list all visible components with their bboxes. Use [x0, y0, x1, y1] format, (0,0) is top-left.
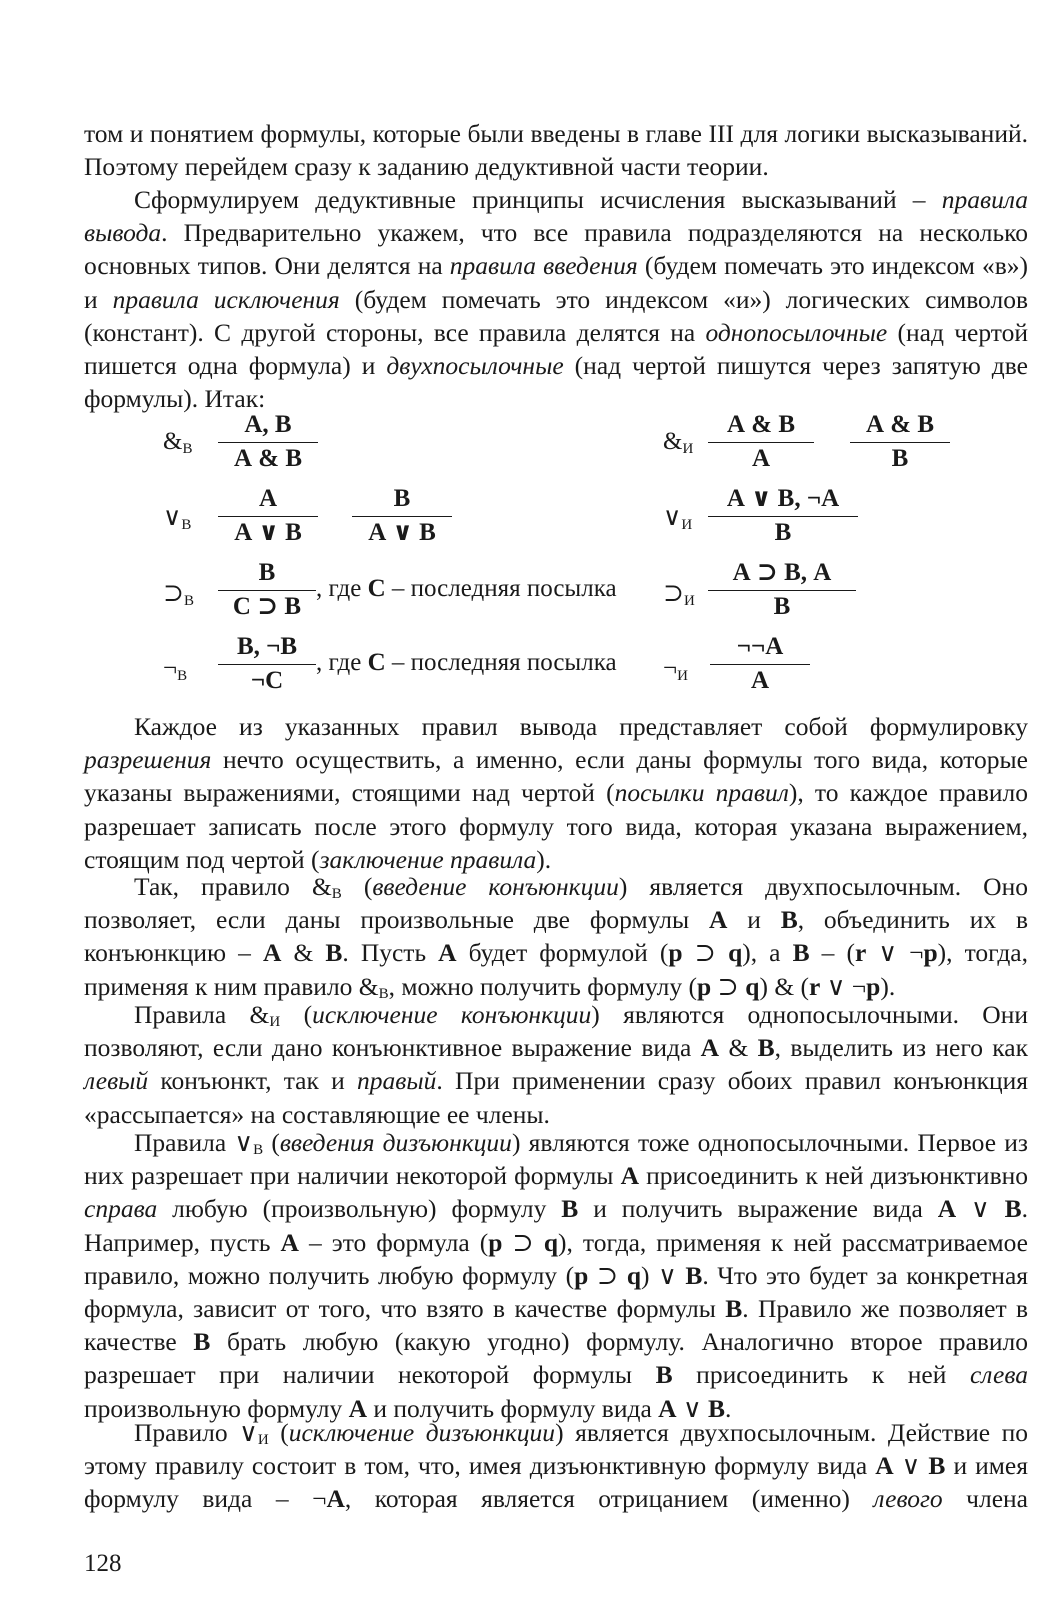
paragraph-5: Правила $\&_И$ (исключение конъюнкции) являются однопосылочными. Они позволяют, если дано конъюнктивное выражение вида А & В, выделить из него как левый конъюнкт, так и правый. При применении сразу обоих правил конъюнкция «рассыпается» на составляющие ее члены. — [84, 1000, 1029, 1129]
rule-note-neg-intro: , где С – последняя посылка — [316, 649, 617, 676]
rule-label-and-intro: $\&_В$ — [163, 428, 193, 457]
premise: А ∨ В, ¬А — [726, 485, 840, 512]
paragraph-7: Правило $\vee_И$ (исключение дизъюнкции) является двухпосылочным. Действие по этому правилу состоит в том, что, имея дизъюнктивную формулу вида А ∨ В и имея формулу вида – ¬А, которая является отрицанием (именно) левого члена — [84, 1418, 1029, 1514]
page-number: 128 — [84, 1550, 122, 1577]
paragraph-3: Каждое из указанных правил вывода представляет собой формулировку разрешения нечто осуществить, а именно, если даны формулы того вида, которые указаны выражениями, стоящими над чертой (посылки правил), то каждое правило разрешает записать после этого формулу того вида, которая указана выражением, стоящим под чертой (заключение правила). — [84, 712, 1028, 874]
rule-impl-elim — [708, 558, 856, 622]
rule-label-impl-intro: $⊃_В$ — [163, 580, 194, 609]
premise: ¬¬А — [736, 633, 784, 660]
conclusion: С ⊃ В — [218, 590, 316, 622]
premise: В — [393, 485, 411, 512]
rule-neg-intro — [218, 632, 316, 696]
rule-impl-intro — [218, 558, 316, 622]
conclusion: А — [710, 664, 810, 696]
premise: В — [258, 559, 276, 586]
conclusion: В — [708, 590, 856, 622]
paragraph-6: Правила $\vee_В$ (введения дизъюнкции) являются тоже однопосылочными. Первое из них разрешает при наличии некоторой формулы А присоединить к ней дизъюнктивно справа любую (произвольную) формулу В и получить выражение вида А ∨ В. Например, пусть А – это формула (р ⊃ q), тогда, применяя к ней рассматриваемое правило, можно получить любую формулу (р ⊃ q) ∨ В. Что это будет за конкретная формула, зависит от того, что взято в качестве формулы В. Правило же позволяет в качестве В брать любую (какую угодно) формулу. Аналогично второе правило разрешает при наличии некоторой формулы В присоединить к ней слева произвольную формулу А и получить формулу вида А ∨ В. — [84, 1128, 1029, 1423]
rule-label-neg-intro: $\neg_В$ — [163, 655, 188, 684]
rule-label-or-intro: $\vee_В$ — [163, 504, 192, 533]
conclusion: А & В — [218, 442, 318, 474]
paragraph-2: Сформулируем дедуктивные принципы исчисления высказываний – правила вывода. Предварительно укажем, что все правила подразделяются на несколько основных типов. Они делятся на правила введения (будем помечать это индексом «в») и правила исключения (будем помечать это индексом «и») логических символов (констант). С другой стороны, все правила делятся на однопосылочные (над чертой пишется одна формула) и двухпосылочные (над чертой пишутся через запятую две формулы). Итак: — [84, 185, 1028, 414]
premise: А, В — [244, 411, 292, 438]
premise: А & В — [726, 411, 796, 438]
rule-or-intro-left — [352, 484, 452, 548]
conclusion: В — [708, 516, 858, 548]
conclusion: А ∨ В — [218, 516, 318, 548]
rule-and-elim-right — [850, 410, 950, 474]
conclusion: ¬С — [218, 664, 316, 696]
conclusion: В — [850, 442, 950, 474]
conclusion: А — [708, 442, 814, 474]
premise: В, ¬В — [236, 633, 298, 660]
rule-note-impl-intro: , где С – последняя посылка — [316, 575, 617, 602]
rule-label-neg-elim: $\neg_И$ — [663, 655, 688, 684]
premise: А ⊃ В, А — [732, 559, 832, 586]
premise: А — [258, 485, 278, 512]
rule-and-elim-left — [708, 410, 814, 474]
rule-label-impl-elim: $⊃_И$ — [663, 580, 695, 609]
premise: А & В — [865, 411, 935, 438]
rule-or-elim — [708, 484, 858, 548]
rule-label-or-elim: $\vee_И$ — [663, 504, 693, 533]
paragraph-4: Так, правило $\&_В$ (введение конъюнкции) является двухпосылочным. Оно позволяет, если даны произвольные две формулы А и В, объединить их в конъюнкцию – А & В. Пусть А будет формулой (р ⊃ q), а В – (r ∨ ¬р), тогда, применяя к ним правило $\&_В$, можно получить формулу (р ⊃ q) & (r ∨ ¬р). — [84, 872, 1029, 1002]
rule-label-and-elim: $\&_И$ — [663, 428, 694, 457]
rule-and-intro — [218, 410, 318, 474]
rule-or-intro-right — [218, 484, 318, 548]
paragraph-1: том и понятием формулы, которые были введены в главе III для логики высказываний. Поэтому перейдем сразу к заданию дедуктивной части теории. — [84, 119, 1028, 182]
conclusion: А ∨ В — [352, 516, 452, 548]
rule-neg-elim — [710, 632, 810, 696]
